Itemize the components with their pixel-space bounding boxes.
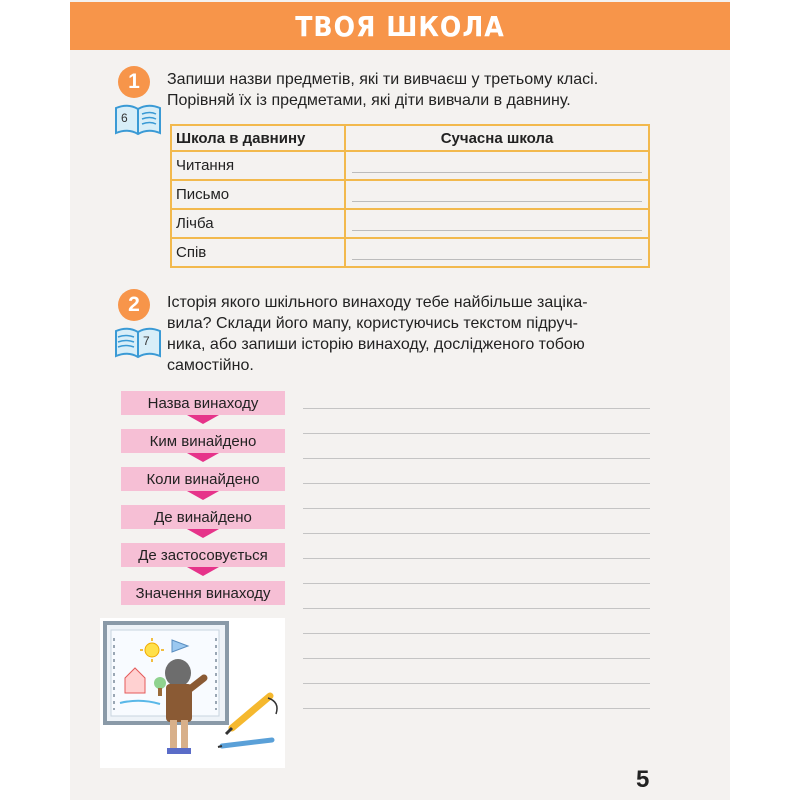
- table-cell-answer[interactable]: [345, 209, 649, 238]
- writing-line[interactable]: [303, 483, 650, 484]
- map-item: Назва винаходу: [121, 391, 285, 415]
- writing-line[interactable]: [303, 583, 650, 584]
- book-page-number: 7: [143, 334, 150, 348]
- down-arrow-icon: [187, 567, 219, 576]
- whiteboard-illustration: [100, 618, 285, 768]
- map-item: Де застосовується: [121, 543, 285, 567]
- writing-line[interactable]: [303, 683, 650, 684]
- map-item: Коли винайдено: [121, 467, 285, 491]
- map-item: Де винайдено: [121, 505, 285, 529]
- table-header-old-school: Школа в давнину: [171, 125, 345, 151]
- textbook-icon: [112, 323, 164, 361]
- down-arrow-icon: [187, 529, 219, 538]
- table-cell-subject: Лічба: [171, 209, 345, 238]
- table-row: [171, 180, 649, 209]
- subjects-table: [170, 124, 650, 268]
- writing-line[interactable]: [303, 633, 650, 634]
- table-cell-subject: Письмо: [171, 180, 345, 209]
- writing-line[interactable]: [303, 408, 650, 409]
- writing-line[interactable]: [303, 708, 650, 709]
- down-arrow-icon: [187, 491, 219, 500]
- table-row: [171, 209, 649, 238]
- down-arrow-icon: [187, 453, 219, 462]
- writing-line[interactable]: [303, 608, 650, 609]
- table-cell-answer[interactable]: [345, 238, 649, 267]
- section-title: ТВОЯ ШКОЛА: [295, 9, 505, 43]
- table-cell-subject: Читання: [171, 151, 345, 180]
- section-header: [70, 2, 730, 50]
- writing-line[interactable]: [303, 533, 650, 534]
- table-cell-subject: Спів: [171, 238, 345, 267]
- writing-line[interactable]: [303, 508, 650, 509]
- book-page-number: 6: [121, 111, 128, 125]
- table-row: [171, 151, 649, 180]
- table-row: [171, 238, 649, 267]
- table-header-row: [171, 125, 649, 151]
- task-number-badge: 2: [118, 289, 150, 321]
- task1-instructions: Запиши назви предметів, які ти вивчаєш у третьому класі. Порівняй їх із предметами, які діти вивчали в давнину.: [167, 71, 599, 109]
- map-item: Ким винайдено: [121, 429, 285, 453]
- writing-line[interactable]: [303, 433, 650, 434]
- map-item: Значення винаходу: [121, 581, 285, 605]
- task2-instructions: Історія якого шкільного винаходу тебе найбільше заціка- вила? Склади його мапу, користуючись текстом підруч- ника, або запиши історію винаходу, дослідженого тобою самостійно.: [167, 294, 588, 374]
- table-cell-answer[interactable]: [345, 180, 649, 209]
- task-number-badge: 1: [118, 66, 150, 98]
- writing-line[interactable]: [303, 458, 650, 459]
- writing-line[interactable]: [303, 658, 650, 659]
- page-number: 5: [636, 766, 650, 793]
- textbook-icon: [112, 100, 164, 138]
- down-arrow-icon: [187, 415, 219, 424]
- writing-line[interactable]: [303, 558, 650, 559]
- table-header-modern-school: Сучасна школа: [345, 125, 649, 151]
- table-cell-answer[interactable]: [345, 151, 649, 180]
